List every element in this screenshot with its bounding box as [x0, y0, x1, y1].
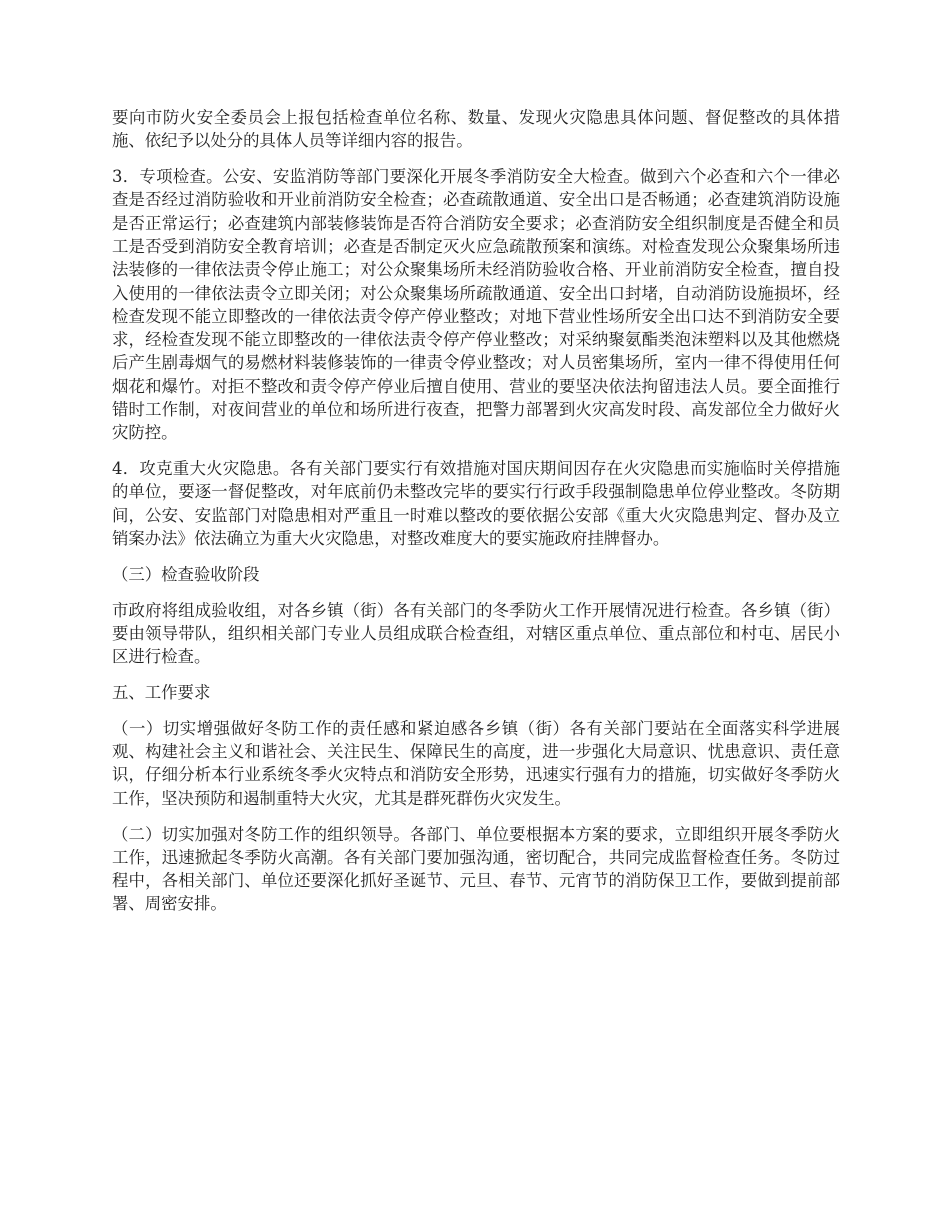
paragraph-leadership: （二）切实加强对冬防工作的组织领导。各部门、单位要根据本方案的要求，立即组织开展冬季防火工作，迅速掀起冬季防火高潮。各有关部门要加强沟通，密切配合，共同完成监督检查任务。冬防过程中，各相关部门、单位还要深化抓好圣诞节、元旦、春节、元宵节的消防保卫工作，要做到提前部署、周密安排。: [112, 824, 840, 914]
document-body: [112, 106, 840, 928]
paragraph-responsibility: （一）切实增强做好冬防工作的责任感和紧迫感各乡镇（街）各有关部门要站在全面落实科学进展观、构建社会主义和谐社会、关注民生、保障民生的高度，进一步强化大局意识、忧患意识、责任意识，仔细分析本行业系统冬季火灾特点和消防安全形势，迅速实行强有力的措施，切实做好冬季防火工作，坚决预防和遏制重特大火灾，尤其是群死群伤火灾发生。: [112, 718, 840, 808]
section-heading-work-requirements: 五、工作要求: [112, 683, 211, 703]
section-heading-inspection-acceptance: （三）检查验收阶段: [112, 564, 260, 584]
paragraph-major-hazards: 4．攻克重大火灾隐患。各有关部门要实行有效措施对国庆期间因存在火灾隐患而实施临时关停措施的单位，要逐一督促整改，对年底前仍未整改完毕的要实行行政手段强制隐患单位停业整改。冬防期间，公安、安监部门对隐患相对严重且一时难以整改的要依据公安部《重大火灾隐患判定、督办及立销案办法》依法确立为重大火灾隐患，对整改难度大的要实施政府挂牌督办。: [112, 459, 840, 549]
paragraph-acceptance-group: 市政府将组成验收组，对各乡镇（街）各有关部门的冬季防火工作开展情况进行检查。各乡镇（街）要由领导带队，组织相关部门专业人员组成联合检查组，对辖区重点单位、重点部位和村屯、居民小区进行检查。: [112, 600, 840, 667]
paragraph-report-requirement: 要向市防火安全委员会上报包括检查单位名称、数量、发现火灾隐患具体问题、督促整改的具体措施、依纪予以处分的具体人员等详细内容的报告。: [112, 108, 840, 151]
paragraph-special-inspection: 3．专项检查。公安、安监消防等部门要深化开展冬季消防安全大检查。做到六个必查和六个一律必查是否经过消防验收和开业前消防安全检查；必查疏散通道、安全出口是否畅通；必查建筑消防设施是否正常运行；必查建筑内部装修装饰是否符合消防安全要求；必查消防安全组织制度是否健全和员工是否受到消防安全教育培训；必查是否制定灭火应急疏散预案和演练。对检查发现公众聚集场所违法装修的一律依法责令停止施工；对公众聚集场所未经消防验收合格、开业前消防安全检查，擅自投入使用的一律依法责令立即关闭；对公众聚集场所疏散通道、安全出口封堵，自动消防设施损坏，经检查发现不能立即整改的一律依法责令停产停业整改；对地下营业性场所安全出口达不到消防安全要求，经检查发现不能立即整改的一律依法责令停产停业整改；对采纳聚氨酯类泡沫塑料以及其他燃烧后产生剧毒烟气的易燃材料装修装饰的一律责令停业整改；对人员密集场所，室内一律不得使用任何烟花和爆竹。对拒不整改和责令停产停业后擅自使用、营业的要坚决依法拘留违法人员。要全面推行错时工作制，对夜间营业的单位和场所进行夜查，把警力部署到火灾高发时段、高发部位全力做好火灾防控。: [112, 167, 840, 443]
